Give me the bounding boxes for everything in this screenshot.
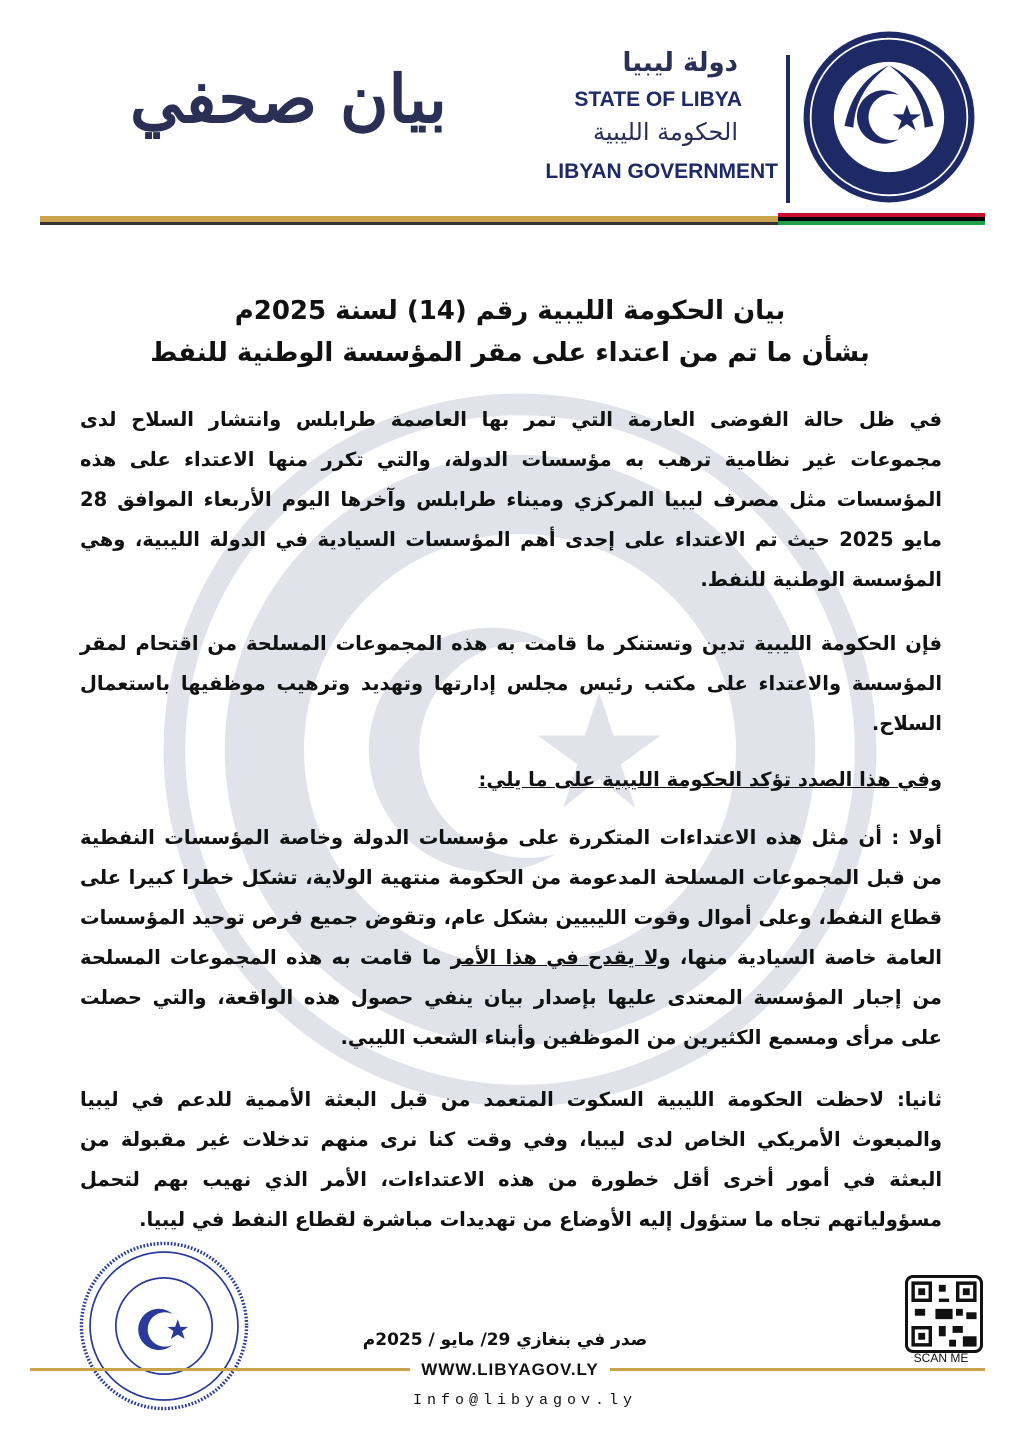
website-link[interactable]: WWW.LIBYAGOV.LY: [421, 1360, 599, 1379]
first-point-text-b: ما قامت به هذه المجموعات المسلحة من إجبار المؤسسة المعتدى عليها بإصدار بيان ينفي حصول هذه الواقعة، والتي حصلت على مرأى ومسمع الكثيرين من الموظفين وأبناء الشعب الليبي.: [80, 946, 942, 1049]
government-logo: [800, 28, 978, 206]
footer-rule-right: [610, 1368, 985, 1371]
issue-date: صدر في بنغازي 29/ مايو / 2025م: [362, 1330, 648, 1350]
government-arabic: الحكومة الليبية: [593, 118, 738, 146]
header-divider: [786, 55, 790, 203]
letterhead: [0, 0, 1018, 220]
scan-me-label: SCAN ME: [913, 1351, 969, 1365]
official-seal: [78, 1240, 250, 1412]
state-arabic: دولة ليبيا: [622, 48, 738, 78]
government-english: LIBYAN GOVERNMENT: [545, 160, 778, 183]
statement-title: بيان الحكومة الليبية رقم (14) لسنة 2025م: [234, 296, 786, 326]
press-release-calligraphy: بيان صحفي: [130, 60, 447, 138]
libya-flag-stripes: [778, 213, 985, 227]
paragraph-first-point: [80, 818, 942, 1058]
affirmation-heading: وفي هذا الصدد تؤكد الحكومة الليبية على ما يلي:: [478, 768, 942, 791]
first-point-text-a: أولا : أن مثل هذه الاعتداءات المتكررة على مؤسسات الدولة وخاصة المؤسسات النفطية من قبل المجموعات المسلحة المدعومة من الحكومة منتهية الولاية، تشكل خطرا كبيرا على قطاع النفط، وعلى أموال وقوت الليبيين بشكل عام، وتقوض جميع فرص توحيد المؤسسات العامة خاصة السيادية منها،: [80, 826, 942, 969]
email-link[interactable]: Info@libyagov.ly: [412, 1392, 638, 1409]
qr-code-icon: [908, 1278, 980, 1350]
paragraph-second-point: ثانيا: لاحظت الحكومة الليبية السكوت المتعمد من قبل البعثة الأممية للدعم في ليبيا والمبعوث الأمريكي الخاص لدى ليبيا، وفي وقت كنا نرى منهم تدخلات غير مقبولة من البعثة في أمور أخرى أقل خطورة من هذه الاعتداءات، الأمر الذي نهيب بهم لتحمل مسؤولياتهم تجاه ما ستؤول إليه الأوضاع من تهديدات مباشرة لقطاع النفط في ليبيا.: [80, 1088, 942, 1231]
footer-rule-left: [30, 1368, 410, 1371]
first-point-emphasis: ولا يقدح في هذا الأمر: [450, 946, 671, 969]
paragraph-heading: [80, 760, 942, 800]
paragraph-condemnation: فإن الحكومة الليبية تدين وتستنكر ما قامت به هذه المجموعات المسلحة من اقتحام لمقر المؤسسة والاعتداء على مكتب رئيس مجلس إدارتها وتهديد وترهيب موظفيها باستعمال السلاح.: [80, 632, 942, 735]
qr-code[interactable]: [905, 1275, 983, 1353]
state-english: STATE OF LIBYA: [574, 88, 742, 111]
paragraph-intro: في ظل حالة الفوضى العارمة التي تمر بها العاصمة طرابلس وانتشار السلاح لدى مجموعات غير نظامية ترهب به مؤسسات الدولة، والتي تكرر منها الاعتداء على هذه المؤسسات مثل مصرف ليبيا المركزي وميناء طرابلس وآخرها اليوم الأربعاء الموافق 28 مايو 2025 حيث تم الاعتداء على إحدى أهم المؤسسات السيادية في الدولة الليبية، وهي المؤسسة الوطنية للنفط.: [80, 408, 943, 591]
statement-subtitle: بشأن ما تم من اعتداء على مقر المؤسسة الوطنية للنفط: [150, 338, 870, 368]
